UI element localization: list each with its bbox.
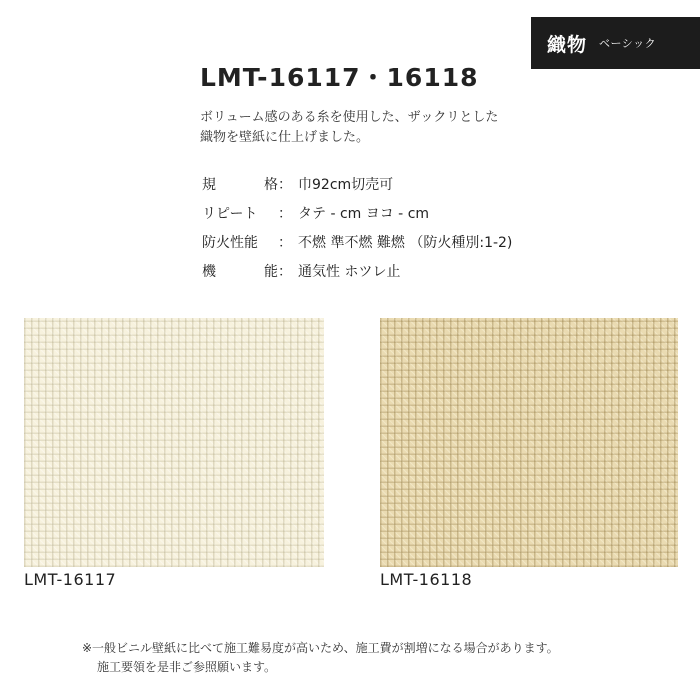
spec-value: 巾92cm切売可 — [298, 177, 394, 193]
installation-note — [82, 639, 559, 677]
spec-colon: ： — [278, 177, 292, 193]
spec-label-char: 能 — [264, 264, 278, 280]
spec-row-function — [202, 261, 512, 290]
product-description — [200, 108, 498, 148]
note-line: ※一般ビニル壁紙に比べて施工難易度が高いため、施工費が割増になる場合があります。 — [82, 641, 559, 655]
spec-label-char: 防火性能 — [202, 235, 258, 251]
spec-label — [202, 261, 278, 281]
note-line: 施工要領を是非ご参照願います。 — [97, 660, 277, 674]
swatch-code-label: LMT-16117 — [24, 570, 117, 589]
description-line: 織物を壁紙に仕上げました。 — [200, 130, 370, 145]
spec-label-char: 格 — [264, 177, 278, 193]
spec-label — [202, 203, 278, 223]
category-label: 織物 — [547, 33, 588, 56]
category-sub-label: ベーシック — [599, 37, 657, 50]
category-badge — [531, 17, 700, 69]
fabric-swatch-lmt-16118 — [380, 318, 678, 567]
spec-row-size — [202, 174, 512, 203]
spec-colon: ： — [278, 235, 292, 251]
product-title: LMT-16117・16118 — [200, 63, 479, 92]
spec-table — [202, 174, 512, 290]
spec-label — [202, 174, 278, 194]
spec-value: 通気性 ホツレ止 — [298, 264, 401, 280]
spec-colon: ： — [278, 206, 292, 222]
spec-label — [202, 232, 278, 252]
spec-colon: ： — [278, 264, 292, 280]
spec-row-fire — [202, 232, 512, 261]
spec-label-char: リピート — [202, 206, 258, 222]
spec-value: 不燃 準不燃 難燃 （防火種別:1-2) — [298, 235, 513, 251]
description-line: ボリューム感のある糸を使用した、ザックリとした — [200, 110, 499, 125]
spec-label-char: 規 — [202, 177, 216, 193]
fabric-swatch-lmt-16117 — [24, 318, 324, 567]
spec-label-char: 機 — [202, 264, 216, 280]
spec-value: タテ - cm ヨコ - cm — [298, 206, 430, 222]
spec-row-repeat — [202, 203, 512, 232]
swatch-code-label: LMT-16118 — [380, 570, 473, 589]
